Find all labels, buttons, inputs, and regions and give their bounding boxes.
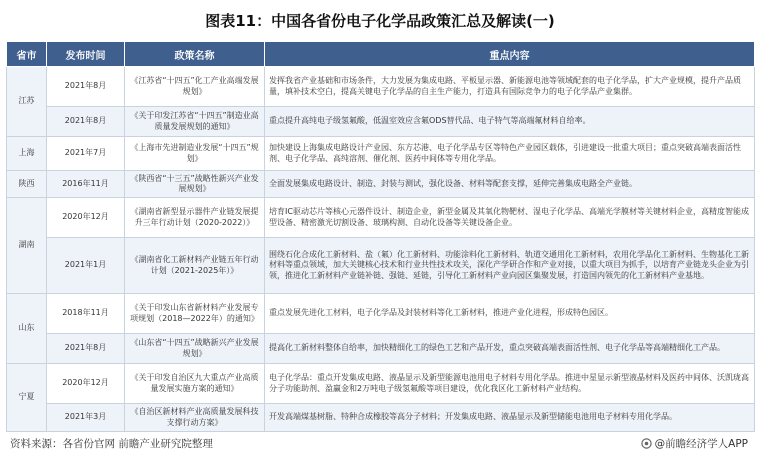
policy-name-cell: 《关于印发山东省新材料产业发展专项规划（2018—2022年）的通知》 — [125, 294, 265, 334]
content-cell: 开发高端煤基树脂、特种合成橡胶等高分子材料；开发集成电路、液晶显示及新型储能电池用电子材料专用化学品。 — [265, 404, 755, 432]
brand-label: @前瞻经济学人APP — [654, 438, 748, 450]
header-province: 省市 — [7, 42, 47, 67]
policy-name-cell: 《上海市先进制造业发展“十四五”规划》 — [125, 137, 265, 171]
header-policy-name: 政策名称 — [125, 42, 265, 67]
table-row — [7, 137, 755, 171]
date-cell: 2021年1月 — [47, 238, 125, 294]
source-note: 资料来源：各省份官网 前瞻产业研究院整理 — [10, 438, 213, 450]
province-cell: 江苏 — [7, 67, 47, 137]
table-row — [7, 67, 755, 107]
date-cell: 2021年8月 — [47, 67, 125, 107]
content-cell: 培育IC驱动芯片等核心元器件设计、制造企业，新型金属及其氧化物靶材、湿电子化学品、高端光学膜材等关键材料企业，高精度智能成型设备、精密激光切割设备、玻璃构测、自动化设备等关键设备企业。 — [265, 198, 755, 238]
policy-name-cell: 《湖南省新型显示器件产业链发展提升三年行动计划（2020-2022）》 — [125, 198, 265, 238]
header-key-content: 重点内容 — [265, 42, 755, 67]
date-cell: 2020年12月 — [47, 364, 125, 404]
footer — [0, 430, 760, 456]
date-cell: 2021年3月 — [47, 404, 125, 432]
header-date: 发布时间 — [47, 42, 125, 67]
table-row — [7, 334, 755, 364]
date-cell: 2018年11月 — [47, 294, 125, 334]
policy-name-cell: 《自治区新材料产业高质量发展科技支撑行动方案》 — [125, 404, 265, 432]
brand-watermark — [641, 436, 748, 451]
content-cell: 全面发展集成电路设计、制造、封装与测试，强化设备、材料等配套支撑，延伸完善集成电路全产业链。 — [265, 171, 755, 198]
policy-name-cell: 《湖南省化工新材料产业链五年行动计划（2021-2025年）》 — [125, 238, 265, 294]
table-row — [7, 294, 755, 334]
content-cell: 加快建设上海集成电路设计产业园、东方芯港、电子化学品专区等特色产业园区载体，引进建设一批重大项目；重点突破高端表面活性剂、电子化学品、高纯溶剂、催化剂、医药中间体等专用化学品。 — [265, 137, 755, 171]
brand-logo-icon — [641, 438, 652, 449]
table-row — [7, 238, 755, 294]
content-cell: 电子化学品：重点开发集成电路、液晶显示及新型能源电池用电子材料专用化学品。推进中星显示新型液晶材料及医药中间体、沃凯珑高分子功能助剂、盈赢金和2万吨电子级氢氟酸等项目建设，优化我区化工新材料产业结构。 — [265, 364, 755, 404]
table-row — [7, 404, 755, 432]
table-row — [7, 171, 755, 198]
policy-name-cell: 《陕西省“十三五”战略性新兴产业发展规划》 — [125, 171, 265, 198]
province-cell: 湖南 — [7, 198, 47, 294]
content-cell: 重点发展先进化工材料，电子化学品及封装材料等化工新材料，推进产业化进程，形成特色园区。 — [265, 294, 755, 334]
content-cell: 提高化工新材料整体自给率，加快精细化工的绿色工艺和产品开发，重点突破高端表面活性剂、电子化学品等高端精细化工产品。 — [265, 334, 755, 364]
date-cell: 2021年8月 — [47, 334, 125, 364]
policy-name-cell: 《关于印发自治区九大重点产业高质量发展实施方案的通知》 — [125, 364, 265, 404]
date-cell: 2016年11月 — [47, 171, 125, 198]
province-cell: 上海 — [7, 137, 47, 171]
content-cell: 重点提升高纯电子级氢氟酸，低温室效应含氟ODS替代品、电子特气等高端氟材料自给率。 — [265, 107, 755, 137]
province-cell: 宁夏 — [7, 364, 47, 432]
content-cell: 围绕石化合成化工新材料、盐（氟）化工新材料、功能涂料化工新材料、轨道交通用化工新材料，农用化学品化工新材料、生物基化工新材料等重点领域，加大关键核心技术和行业共性技术攻关，深化产学研合作和产业对接，以重大项目为抓手，以培育产业链龙头企业为引领，推进化工新材料产业链补链、强链、延链，引导化工新材料产业向园区集聚发展，打造国内领先的化工新材料产业基地。 — [265, 238, 755, 294]
policy-name-cell: 《关于印发江苏省“十四五”制造业高质量发展规划的通知》 — [125, 107, 265, 137]
province-cell: 陕西 — [7, 171, 47, 198]
table-row — [7, 364, 755, 404]
table-row — [7, 198, 755, 238]
policy-name-cell: 《江苏省“十四五”化工产业高端发展规划》 — [125, 67, 265, 107]
date-cell: 2021年8月 — [47, 107, 125, 137]
page-title: 图表11：中国各省份电子化学品政策汇总及解读(一) — [205, 11, 555, 30]
table-header-row — [7, 42, 755, 67]
table-row — [7, 107, 755, 137]
date-cell: 2021年7月 — [47, 137, 125, 171]
policy-name-cell: 《山东省“十四五”战略新兴产业发展规划》 — [125, 334, 265, 364]
policy-table — [6, 41, 755, 432]
date-cell: 2020年12月 — [47, 198, 125, 238]
province-cell: 山东 — [7, 294, 47, 364]
content-cell: 发挥我省产业基础和市场条件，大力发展为集成电路、平板显示器、新能源电池等领域配套的电子化学品，扩大产业规模，提升产品质量，填补技术空白，提高关键电子化学品的自主生产能力，打造具有国际竞争力的电子化学品产业集群。 — [265, 67, 755, 107]
